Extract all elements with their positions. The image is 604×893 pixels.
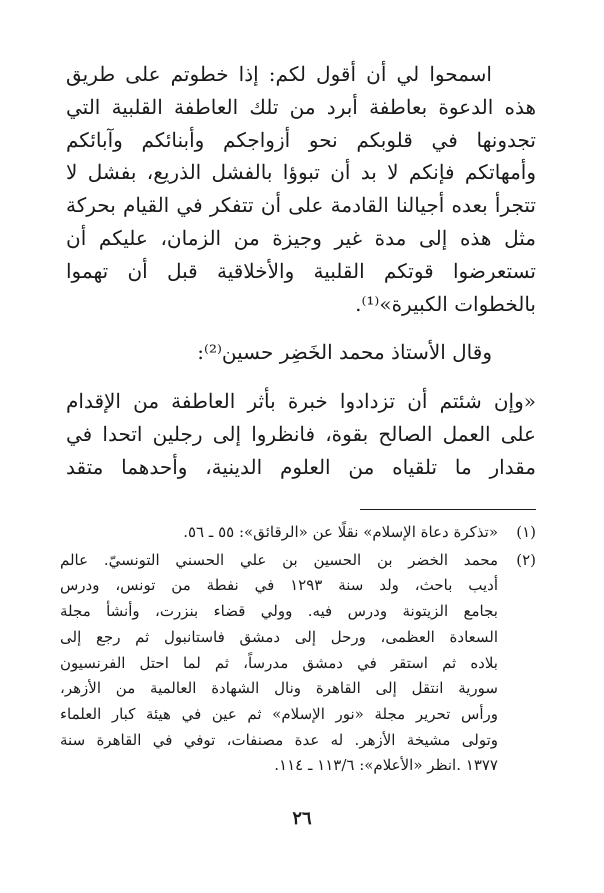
footnote-line: ١٣٧٧ .انظر «الأعلام»: ١١٣/٦ ـ ١١٤. [274,756,498,775]
footnote-line: بجامع الزيتونة ودرس فيه. وولي قضاء بنزرت، وأنشأ مجلة [60,602,498,621]
body-line: مثل هذه إلى مدة غير وجيزة من الزمان، عليكم أن [66,225,536,250]
footnote-line: ورأس تحرير مجلة «نور الإسلام» ثم عين في هيئة كبار العلماء [60,704,498,723]
footnote-line: وتولى مشيخة الأزهر. له عدة مصنفات، توفي في القاهرة سنة [60,730,498,749]
footnote-line: السعادة العظمى، ورحل إلى دمشق فاستانبول ثم رجع إلى [60,627,498,646]
footnote-line: أديب باحث، ولد سنة ١٢٩٣ في نفطة من تونس، ودرس [60,576,498,595]
paragraph-gap [66,320,536,336]
body-line: وأمهاتكم فإنكم لا بد أن تبوؤا بالفشل الذريع، بفشل لا [66,160,536,185]
body-line: بالخطوات الكبيرة»⁽¹⁾. [355,291,536,316]
footnote-line: محمد الخضر بن الحسين بن علي الحسني التونسيّ. عالم [60,550,498,569]
quote-line: «وإن شئتم أن تزدادوا خبرة بأثر العاطفة من الإقدام [66,389,536,414]
footnote-number: (٢) [516,550,536,569]
footnote-text [60,520,498,546]
body-line: اسمحوا لي أن أقول لكم: إذا خطوتم على طريق [66,62,492,86]
footnote-line: «تذكرة دعاة الإسلام» نقلًا عن «الرقائق»: ٥٥ ـ ٥٦. [183,523,498,541]
body-line: تستعرضوا قوتكم القلبية والأخلاقية قبل أن تهموا [66,258,536,283]
page-number: ٢٦ [292,808,312,829]
footnote-text [60,548,498,779]
body-line: تجدونها في قلوبكم نحو أزواجكم وأبنائكم وآبائكم [66,127,536,152]
main-text [66,58,536,484]
footnote-2 [60,548,536,779]
footnote-separator [360,509,536,510]
footnote-number: (١) [516,523,536,541]
section-heading: وقال الأستاذ محمد الخَضِر حسين⁽²⁾: [197,340,492,365]
footnote-line: سورية انتقل إلى القاهرة ونال الشهادة العالمية من الأزهر، [60,679,498,698]
quote-line: على العمل الصالح بقوة، فانظروا إلى رجلين اتحدا في [66,421,536,446]
footnote-1 [60,520,536,546]
body-line: تتجرأ بعده أجيالنا القادمة على أن تتفكر في القيام بحركة [66,193,536,218]
body-line: هذه الدعوة بعاطفة أبرد من تلك العاطفة القلبية التي [66,94,536,119]
footnotes [60,520,536,779]
footnote-line: بلاده ثم استقر في دمشق مدرساً، ثم لما احتل الفرنسيون [60,653,498,672]
quote-line: مقدار ما تلقياه من العلوم الدينية، وأحدهما متقد [66,454,536,479]
paragraph-gap [66,369,536,385]
